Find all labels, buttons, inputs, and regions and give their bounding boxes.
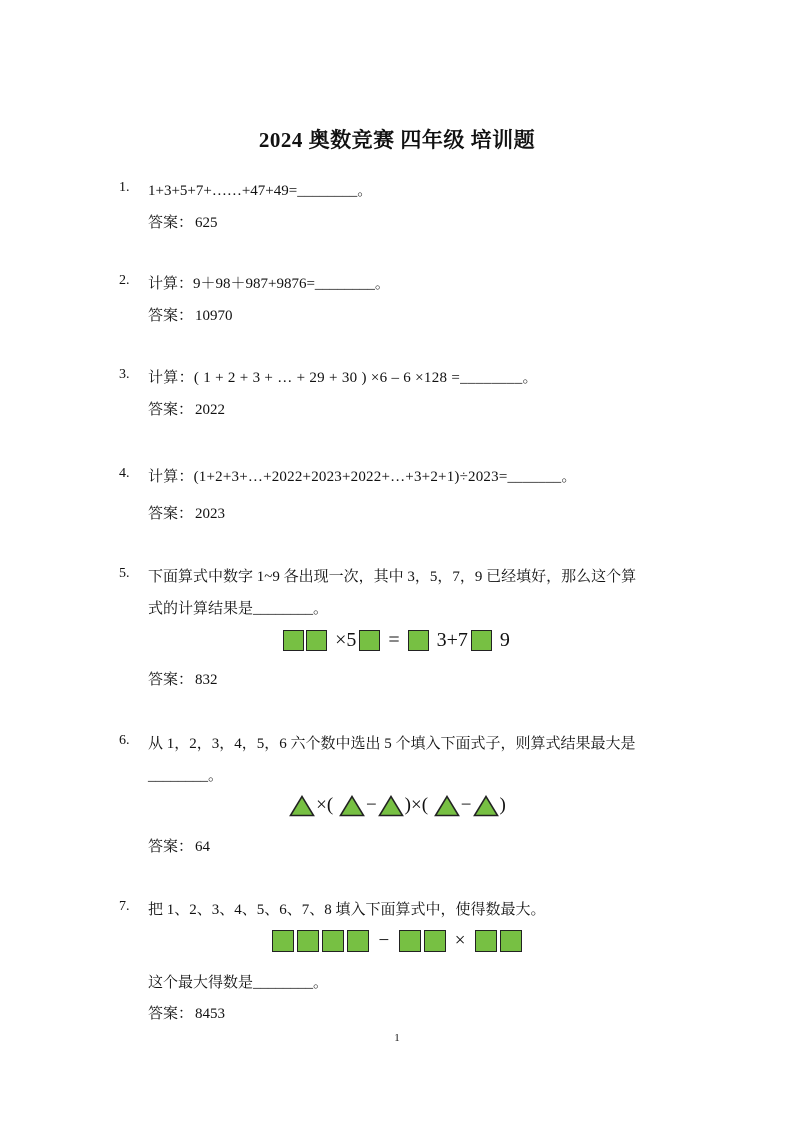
blank-box [471, 630, 492, 651]
answer-label: 答案： [148, 402, 194, 418]
equation-term: )×( [404, 794, 429, 816]
blank-box [399, 930, 421, 952]
answer-value: 8453 [195, 1006, 226, 1022]
blank-triangle [434, 795, 460, 817]
answer-label: 答案： [148, 839, 194, 855]
blank-box [359, 630, 380, 651]
problem-5-text-line-1: 下面算式中数字 1~9 各出现一次，其中 3，5，7，9 已经填好，那么这个算 [148, 569, 637, 585]
blank-box [475, 930, 497, 952]
problem-5-text-line-2: 式的计算结果是________。 [148, 601, 329, 617]
blank-triangle [289, 795, 315, 817]
equation-term: × [454, 929, 466, 951]
page-number: 1 [394, 1032, 400, 1044]
equation-term: ×( [316, 794, 334, 816]
answer-value: 10970 [195, 308, 233, 324]
problem-4-text: 计算：(1+2+3+…+2022+2023+2022+…+3+2+1)÷2023=_______。 [148, 469, 577, 485]
page-title: 2024 奥数竞赛 四年级 培训题 [258, 128, 536, 152]
equation-term: = [388, 628, 400, 651]
blank-box [424, 930, 446, 952]
blank-triangle [473, 795, 499, 817]
problem-7-text-line-1: 把 1、2、3、4、5、6、7、8 填入下面算式中，使得数最大。 [148, 902, 546, 918]
problem-3-text: 计算：( 1 + 2 + 3 + … + 29 + 30 ) ×6 – 6 ×128 =________。 [148, 370, 538, 386]
equation-term: ) [499, 794, 506, 816]
problem-2-answer [148, 304, 233, 325]
problem-2-text: 计算：9＋98＋987+9876=________。 [148, 276, 390, 292]
problem-4-answer [148, 502, 225, 523]
problem-7-number: 7. [119, 899, 130, 914]
blank-box [500, 930, 522, 952]
answer-value: 625 [195, 215, 218, 231]
problem-1-answer [148, 211, 218, 232]
problem-7-equation [0, 929, 794, 952]
equation-term: 3+7 [436, 628, 468, 651]
blank-triangle [378, 795, 404, 817]
answer-label: 答案： [148, 215, 194, 231]
blank-box [306, 630, 327, 651]
answer-label: 答案： [148, 1006, 194, 1022]
problem-7-text-line-2: 这个最大得数是________。 [148, 975, 329, 991]
answer-value: 64 [195, 839, 211, 855]
problem-6-equation [0, 794, 794, 817]
blank-box [283, 630, 304, 651]
blank-box [347, 930, 369, 952]
equation-term: 9 [499, 628, 510, 651]
answer-label: 答案： [148, 308, 194, 324]
answer-label: 答案： [148, 672, 194, 688]
problem-5-answer [148, 668, 218, 689]
equation-term: ×5 [335, 628, 357, 651]
blank-box [408, 630, 429, 651]
blank-box [322, 930, 344, 952]
problem-6-text-line-1: 从 1，2，3，4，5，6 六个数中选出 5 个填入下面式子，则算式结果最大是 [148, 736, 636, 752]
problem-4-number: 4. [119, 466, 130, 481]
problem-6-answer [148, 835, 210, 856]
problem-6-text-line-2: ________。 [148, 768, 224, 784]
problem-1-text: 1+3+5+7+……+47+49=________。 [148, 183, 373, 199]
problem-1-number: 1. [119, 180, 130, 195]
problem-3-number: 3. [119, 367, 130, 382]
answer-value: 832 [195, 672, 218, 688]
answer-label: 答案： [148, 506, 194, 522]
problem-3-answer [148, 398, 225, 419]
equation-term: − [365, 794, 377, 816]
blank-box [297, 930, 319, 952]
problem-7-answer [148, 1002, 225, 1023]
blank-triangle [339, 795, 365, 817]
equation-term: − [378, 929, 390, 951]
equation-term: − [460, 794, 472, 816]
problem-6-number: 6. [119, 733, 130, 748]
answer-value: 2022 [195, 402, 226, 418]
problem-5-equation [0, 628, 794, 652]
problem-5-number: 5. [119, 566, 130, 581]
blank-box [272, 930, 294, 952]
answer-value: 2023 [195, 506, 226, 522]
problem-2-number: 2. [119, 273, 130, 288]
